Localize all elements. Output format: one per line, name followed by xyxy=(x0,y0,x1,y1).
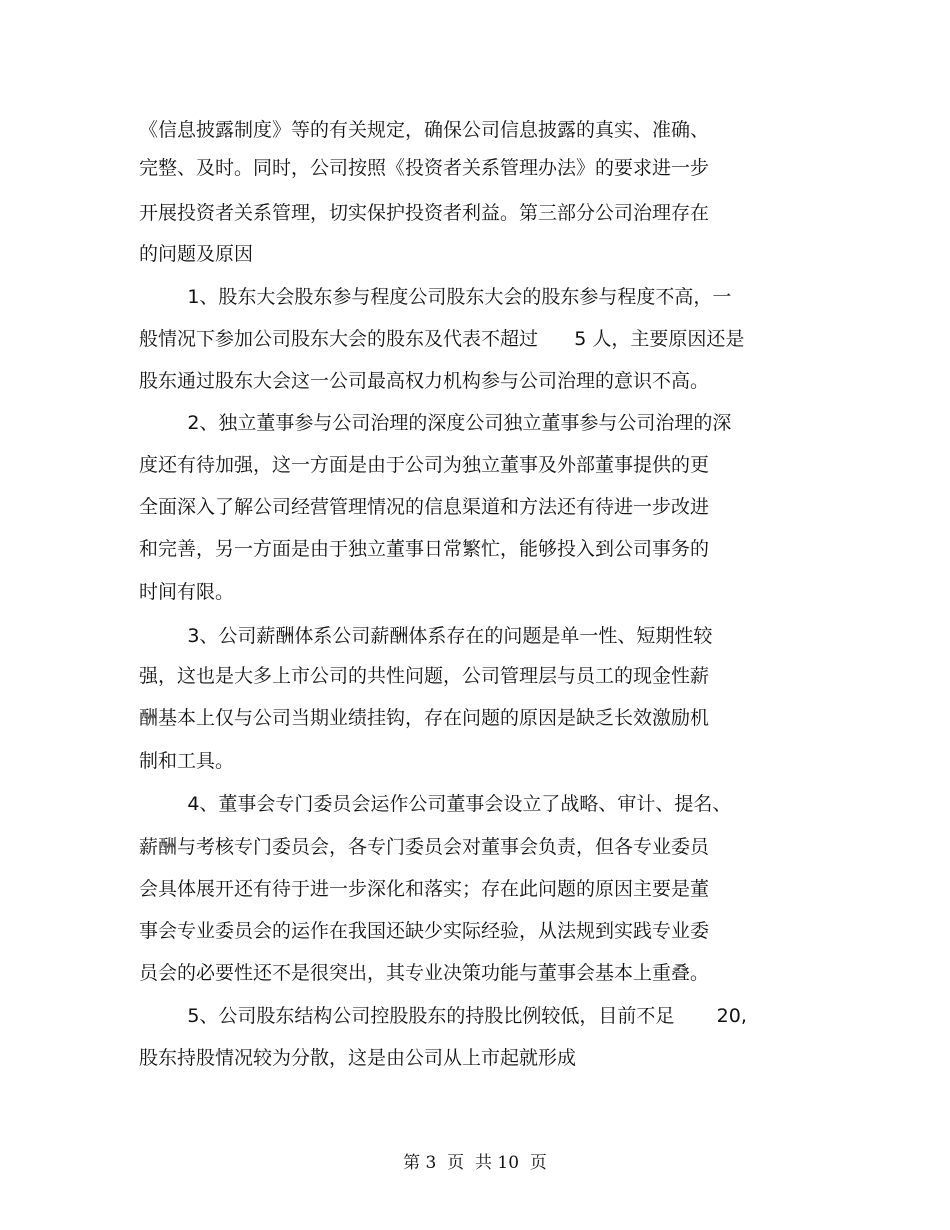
text-line: 酬基本上仅与公司当期业绩挂钩，存在问题的原因是缺乏长效激励机 xyxy=(139,707,710,729)
text-line: 制和工具。 xyxy=(139,750,235,772)
text-line: 完整、及时。同时，公司按照《投资者关系管理办法》的要求进一步 xyxy=(139,157,710,179)
text-line: 《信息披露制度》等的有关规定，确保公司信息披露的真实、准确、 xyxy=(139,119,710,141)
text-line: 薪酬与考核专门委员会，各专门委员会对董事会负责，但各专业委员 xyxy=(139,836,710,858)
text-line: 的问题及原因 xyxy=(139,243,254,265)
text-line: 3、公司薪酬体系公司薪酬体系存在的问题是单一性、短期性较 xyxy=(139,625,713,647)
text-line: 5、公司股东结构公司控股股东的持股比例较低，目前不足 20, xyxy=(139,1005,747,1027)
text-line: 和完善，另一方面是由于独立董事日常繁忙，能够投入到公司事务的 xyxy=(139,538,710,560)
page-number-footer: 第 3 页 共 10 页 xyxy=(403,1153,547,1173)
text-line: 股东通过股东大会这一公司最高权力机构参与公司治理的意识不高。 xyxy=(139,370,710,392)
text-line: 时间有限。 xyxy=(139,581,235,603)
text-line: 全面深入了解公司经营管理情况的信息渠道和方法还有待进一步改进 xyxy=(139,496,710,518)
text-line: 1、股东大会股东参与程度公司股东大会的股东参与程度不高，一 xyxy=(139,286,732,308)
text-line: 2、独立董事参与公司治理的深度公司独立董事参与公司治理的深 xyxy=(139,412,732,434)
text-line: 员会的必要性还不是很突出，其专业决策功能与董事会基本上重叠。 xyxy=(139,962,710,984)
text-line: 般情况下参加公司股东大会的股东及代表不超过 5 人，主要原因还是 xyxy=(139,328,745,350)
text-line: 股东持股情况较为分散，这是由公司从上市起就形成 xyxy=(139,1047,577,1069)
text-line: 会具体展开还有待于进一步深化和落实；存在此问题的原因主要是董 xyxy=(139,878,710,900)
text-line: 事会专业委员会的运作在我国还缺少实际经验，从法规到实践专业委 xyxy=(139,920,710,942)
text-line: 4、董事会专门委员会运作公司董事会设立了战略、审计、提名、 xyxy=(139,793,732,815)
text-line: 开展投资者关系管理，切实保护投资者利益。第三部分公司治理存在 xyxy=(139,202,710,224)
text-line: 度还有待加强，这一方面是由于公司为独立董事及外部董事提供的更 xyxy=(139,454,710,476)
text-line: 强，这也是大多上市公司的共性问题，公司管理层与员工的现金性薪 xyxy=(139,665,710,687)
